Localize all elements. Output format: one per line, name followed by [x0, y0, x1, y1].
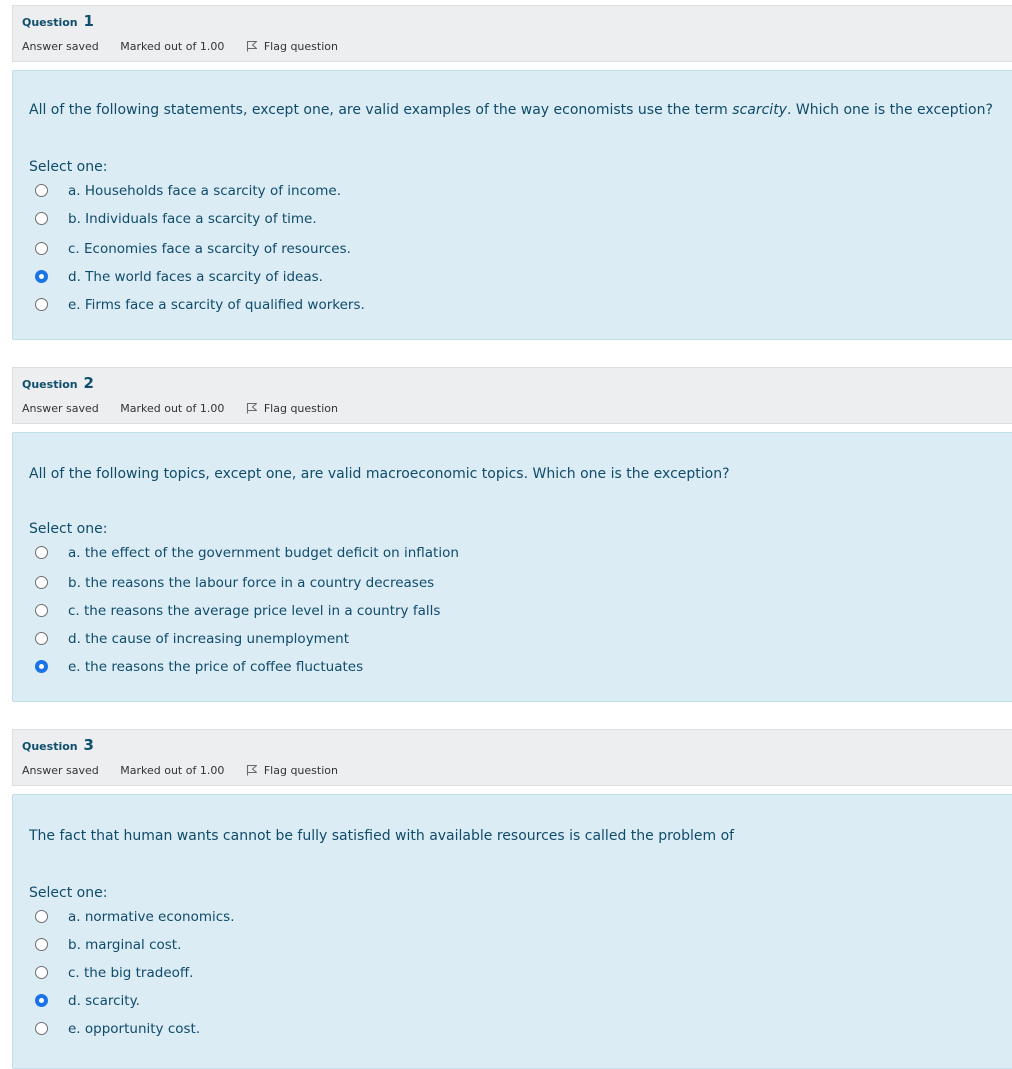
option-label[interactable]: e. the reasons the price of coffee fluctuates [68, 659, 364, 675]
option-row[interactable] [33, 543, 633, 563]
option-label[interactable]: a. normative economics. [68, 909, 235, 925]
radio-button[interactable] [35, 910, 48, 923]
option-label[interactable]: d. The world faces a scarcity of ideas. [68, 269, 323, 285]
radio-button[interactable] [35, 576, 48, 589]
flag-question-button[interactable] [246, 764, 338, 777]
option-row[interactable] [33, 963, 633, 983]
flag-icon [246, 764, 258, 776]
option-row[interactable] [33, 1019, 633, 1039]
question-text: All of the following topics, except one, are valid macroeconomic topics. Which one is the exception? [29, 466, 730, 482]
flag-question-label: Flag question [263, 764, 338, 777]
question-number: 3 [83, 736, 94, 754]
option-row[interactable] [33, 239, 633, 259]
flag-question-label: Flag question [263, 40, 338, 53]
radio-button[interactable] [35, 966, 48, 979]
question-text: The fact that human wants cannot be fully satisfied with available resources is called the problem of [29, 828, 735, 844]
question-3-title [22, 736, 94, 754]
answer-state: Answer saved [22, 402, 99, 415]
flag-icon [246, 40, 258, 52]
radio-button[interactable] [35, 938, 48, 951]
question-text: All of the following statements, except one, are valid examples of the way economists use the term scarcity. Which one is the exception? [29, 102, 993, 118]
select-prompt: Select one: [29, 521, 108, 537]
flag-question-label: Flag question [263, 402, 338, 415]
option-row[interactable] [33, 629, 633, 649]
radio-button[interactable] [35, 270, 48, 283]
radio-button[interactable] [35, 632, 48, 645]
question-number: 1 [83, 12, 94, 30]
option-row[interactable] [33, 181, 633, 201]
option-row[interactable] [33, 907, 633, 927]
radio-button[interactable] [35, 994, 48, 1007]
question-2-info [12, 367, 1012, 424]
option-row[interactable] [33, 601, 633, 621]
option-label[interactable]: e. Firms face a scarcity of qualified workers. [68, 297, 365, 313]
flag-question-button[interactable] [246, 402, 338, 415]
radio-button[interactable] [35, 660, 48, 673]
option-label[interactable]: d. the cause of increasing unemployment [68, 631, 349, 647]
option-label[interactable]: d. scarcity. [68, 993, 140, 1009]
grade-info: Marked out of 1.00 [120, 402, 225, 415]
option-label[interactable]: b. marginal cost. [68, 937, 182, 953]
question-3-content [12, 794, 1012, 1069]
option-label[interactable]: e. opportunity cost. [68, 1021, 201, 1037]
option-row[interactable] [33, 573, 633, 593]
question-label: Question [22, 378, 78, 391]
radio-button[interactable] [35, 298, 48, 311]
option-label[interactable]: c. the big tradeoff. [68, 965, 194, 981]
question-label: Question [22, 740, 78, 753]
option-row[interactable] [33, 657, 633, 677]
question-1-content [12, 70, 1012, 340]
select-prompt: Select one: [29, 159, 108, 175]
question-1-title [22, 12, 94, 30]
option-label[interactable]: a. the effect of the government budget deficit on inflation [68, 545, 459, 561]
radio-button[interactable] [35, 604, 48, 617]
answer-state: Answer saved [22, 40, 99, 53]
radio-button[interactable] [35, 184, 48, 197]
question-label: Question [22, 16, 78, 29]
flag-question-button[interactable] [246, 40, 338, 53]
question-3-info [12, 729, 1012, 786]
grade-info: Marked out of 1.00 [120, 764, 225, 777]
option-label[interactable]: c. Economies face a scarcity of resources. [68, 241, 351, 257]
option-row[interactable] [33, 295, 633, 315]
option-label[interactable]: c. the reasons the average price level in a country falls [68, 603, 441, 619]
radio-button[interactable] [35, 1022, 48, 1035]
option-label[interactable]: b. Individuals face a scarcity of time. [68, 211, 317, 227]
question-2-title [22, 374, 94, 392]
option-row[interactable] [33, 991, 633, 1011]
answer-state: Answer saved [22, 764, 99, 777]
grade-info: Marked out of 1.00 [120, 40, 225, 53]
flag-icon [246, 402, 258, 414]
question-number: 2 [83, 374, 94, 392]
option-label[interactable]: b. the reasons the labour force in a country decreases [68, 575, 435, 591]
radio-button[interactable] [35, 546, 48, 559]
question-2-content [12, 432, 1012, 702]
option-row[interactable] [33, 209, 633, 229]
option-row[interactable] [33, 935, 633, 955]
question-1-info [12, 5, 1012, 62]
radio-button[interactable] [35, 242, 48, 255]
select-prompt: Select one: [29, 885, 108, 901]
option-row[interactable] [33, 267, 633, 287]
radio-button[interactable] [35, 212, 48, 225]
option-label[interactable]: a. Households face a scarcity of income. [68, 183, 341, 199]
